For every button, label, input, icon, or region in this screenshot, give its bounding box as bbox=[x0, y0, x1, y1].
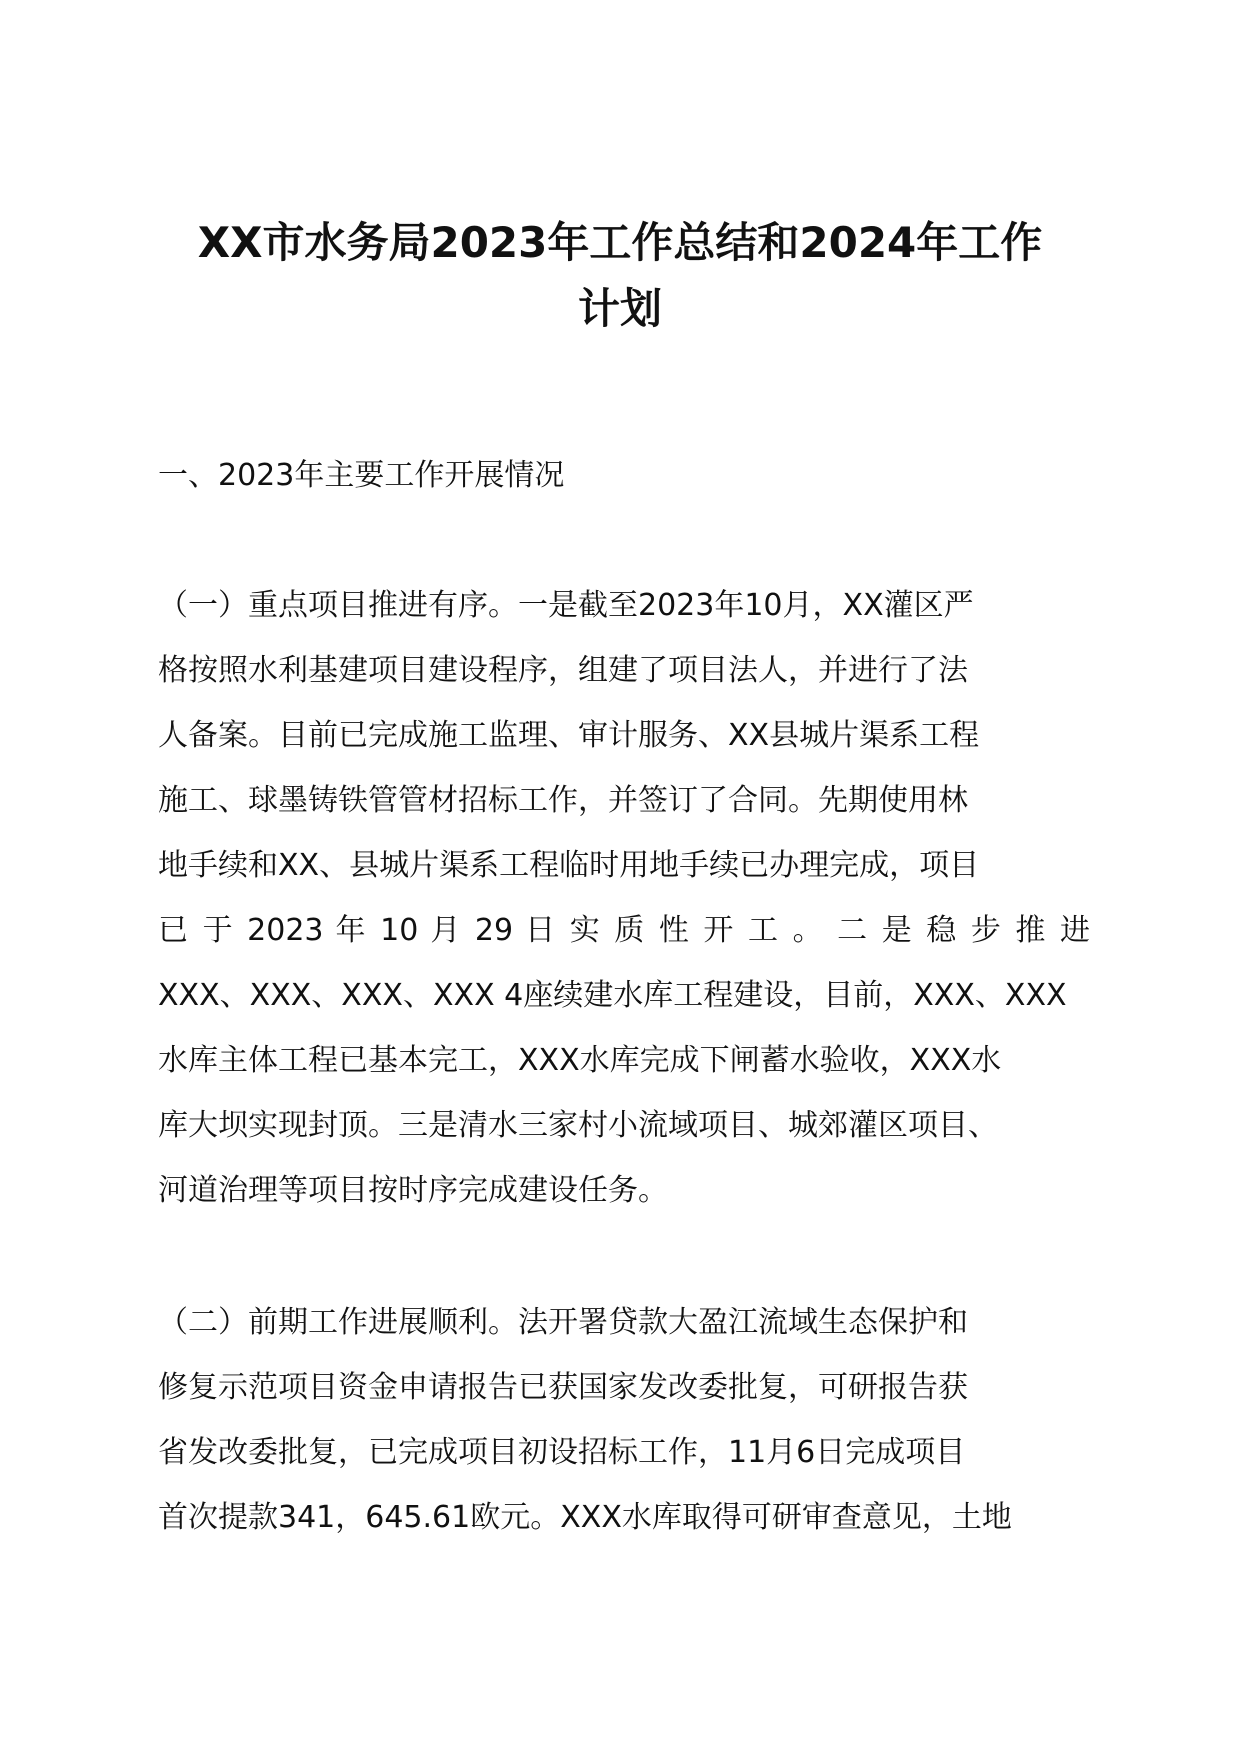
section-heading: 一、2023年主要工作开展情况 bbox=[158, 458, 565, 493]
paragraph-line: 首次提款341，645.61欧元。XXX水库取得可研审查意见，土地 bbox=[158, 1500, 1012, 1535]
paragraph-line: 格按照水利基建项目建设程序，组建了项目法人，并进行了法 bbox=[158, 653, 968, 688]
title-line-1: XX市水务局2023年工作总结和2024年工作 bbox=[197, 218, 1043, 267]
paragraph-line: 施工、球墨铸铁管管材招标工作，并签订了合同。先期使用林 bbox=[158, 783, 968, 818]
paragraph-line: 修复示范项目资金申请报告已获国家发改委批复，可研报告获 bbox=[158, 1370, 968, 1405]
paragraph-key-projects bbox=[158, 573, 1090, 1223]
paragraph-line: 人备案。目前已完成施工监理、审计服务、XX县城片渠系工程 bbox=[158, 718, 980, 753]
title-line-2: 计划 bbox=[577, 284, 662, 333]
paragraph-line: 已 于 2023 年 10 月 29 日 实 质 性 开 工 。 二 是 稳 步 推 进 bbox=[158, 913, 1090, 948]
paragraph-line: 库大坝实现封顶。三是清水三家村小流域项目、城郊灌区项目、 bbox=[158, 1108, 998, 1143]
paragraph-line: 水库主体工程已基本完工，XXX水库完成下闸蓄水验收，XXX水 bbox=[158, 1043, 1002, 1078]
paragraph-line: 地手续和XX、县城片渠系工程临时用地手续已办理完成，项目 bbox=[158, 848, 980, 883]
paragraph-preliminary-work bbox=[158, 1290, 1090, 1550]
document-title bbox=[150, 210, 1090, 342]
paragraph-line: 省发改委批复，已完成项目初设招标工作，11月6日完成项目 bbox=[158, 1435, 966, 1470]
paragraph-line: 河道治理等项目按时序完成建设任务。 bbox=[158, 1173, 668, 1208]
paragraph-line: （二）前期工作进展顺利。法开署贷款大盈江流域生态保护和 bbox=[158, 1305, 968, 1340]
paragraph-line: XXX、XXX、XXX、XXX 4座续建水库工程建设，目前，XXX、XXX bbox=[158, 978, 1067, 1013]
paragraph-line: （一）重点项目推进有序。一是截至2023年10月，XX灌区严 bbox=[158, 588, 974, 623]
